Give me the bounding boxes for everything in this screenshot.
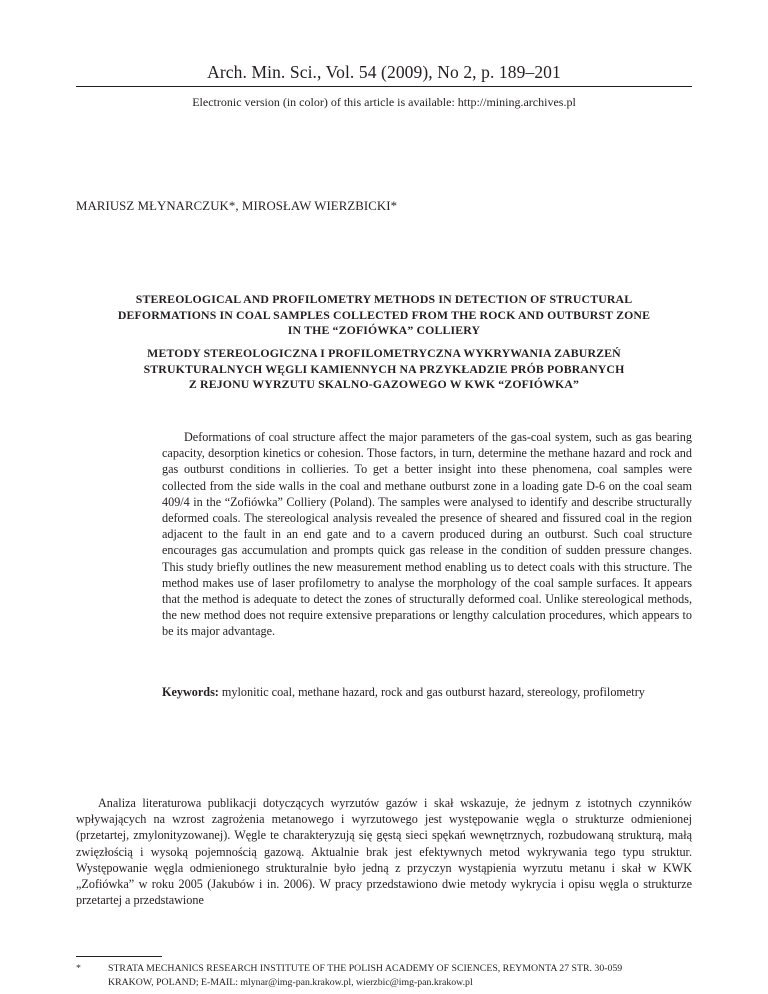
polish-introduction-text: Analiza literaturowa publikacji dotyczących wyrzutów gazów i skał wskazuje, że jednym z istotnych czynników wpływających na wzrost zagrożenia metanowego i wyrzutowego jest występowanie węgla o strukturze odmienionej (przetartej, zmylonityzowanej). Węgle te charakteryzują się gęstą sieci spękań wewnętrznych, rozbudowaną strukturą, małą zwięzłością i wysoką pojemnością gazową. Aktualnie brak jest efektywnych metod wykrywania tego typu struktur. Występowanie węgla odmienionego strukturalnie było jedną z przyczyn wystąpienia wyrzutu metanu i skał w KWK „Zofiówka” w roku 2005 (Jakubów i in. 2006). W pracy przedstawiono dwie metody wykrycia i opisu węgla o strukturze przetartej a przedstawione [76,796,692,908]
abstract-text: Deformations of coal structure affect the major parameters of the gas-coal system, such as gas bearing capacity, desorption kinetics or cohesion. Those factors, in turn, determine the methane hazard and rock and gas outburst conditions in collieries. To get a better insight into these phenomena, coal samples were collected from the side walls in the coal and methane outburst zone in a loading gate D-6 on the coal seam 409/4 in the “Zofiówka” Colliery (Poland). The samples were analysed to identify and describe structurally deformed coals. The stereological analysis revealed the presence of sheared and fissured coal in the region adjacent to the fault in an end gate and to a cavern produced during an outburst. Such coal structure encourages gas accumulation and prompts quick gas release in the condition of sudden pressure changes. This study briefly outlines the new measurement method enabling us to detect coals with this structure. The method makes use of laser profilometry to analyse the morphology of the coal sample surfaces. It appears that the method is adequate to detect the zones of structurally deformed coal. Unlike stereological methods, the new method does not require extensive preparations or lengthy calculation procedures, which appears to be its major advantage. [162,430,692,639]
electronic-version-note: Electronic version (in color) of this article is available: http://mining.archives.pl [192,95,576,109]
affiliation-footnote [76,962,692,990]
abstract [162,429,692,640]
footnote-line: KRAKOW, POLAND; E-MAIL: mlynar@img-pan.krakow.pl, wierzbic@img-pan.krakow.pl [108,977,473,988]
journal-citation: Arch. Min. Sci., Vol. 54 (2009), No 2, p. 189–201 [207,62,561,82]
title-english-line: DEFORMATIONS IN COAL SAMPLES COLLECTED FROM THE ROCK AND OUTBURST ZONE [117,307,651,322]
keywords [162,685,692,700]
title-english-line: IN THE “ZOFIÓWKA” COLLIERY [287,323,481,337]
title-polish-line: METODY STEREOLOGICZNA I PROFILOMETRYCZNA WYKRYWANIA ZABURZEŃ [147,346,621,360]
authors: MARIUSZ MŁYNARCZUK*, MIROSŁAW WIERZBICKI* [76,199,398,213]
footnote-mark: * [76,963,81,974]
title-polish-line: STRUKTURALNYCH WĘGLI KAMIENNYCH NA PRZYKŁADZIE PRÓB POBRANYCH [143,361,625,376]
footnote-rule [76,956,162,957]
footnote-line: STRATA MECHANICS RESEARCH INSTITUTE OF THE POLISH ACADEMY OF SCIENCES, REYMONTA 27 STR. 30-059 [108,963,623,974]
title-english-line: STEREOLOGICAL AND PROFILOMETRY METHODS IN DETECTION OF STRUCTURAL [135,292,633,306]
title-polish-line: Z REJONU WYRZUTU SKALNO-GAZOWEGO W KWK “ZOFIÓWKA” [188,377,580,391]
title-polish [76,346,692,393]
keywords-label: Keywords: [162,685,219,699]
polish-introduction [76,795,692,908]
title-english [76,292,692,339]
header-rule [76,86,692,87]
keywords-list: mylonitic coal, methane hazard, rock and gas outburst hazard, stereology, profilometry [218,685,645,699]
